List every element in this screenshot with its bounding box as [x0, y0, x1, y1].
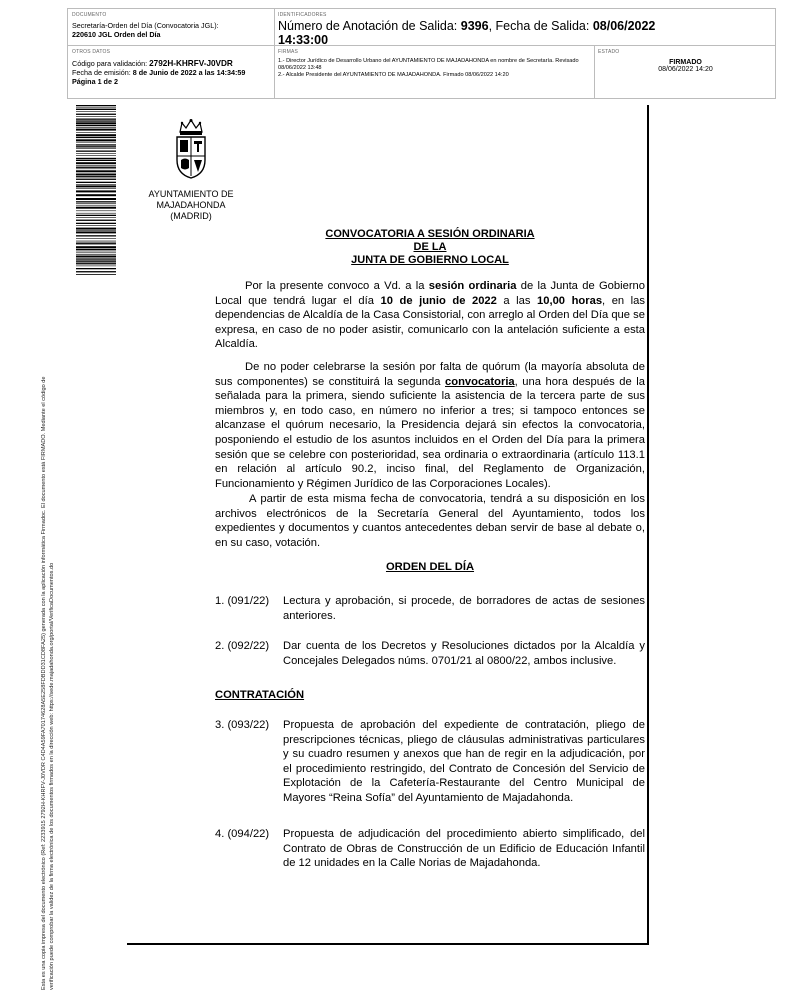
- agenda-item-number: 2. (092/22): [215, 640, 270, 652]
- state-label: ESTADO: [598, 49, 620, 55]
- title-line-3: JUNTA DE GOBIERNO LOCAL: [351, 254, 509, 266]
- agenda-item-text: Dar cuenta de los Decretos y Resoluciones dictados por la Alcaldía y Concejales Delegados núms. 0701/21 al 0800/22, ambos inclusive.: [283, 640, 645, 667]
- other-data-label: OTROS DATOS: [72, 49, 111, 55]
- identifiers-label: IDENTIFICADORES: [278, 12, 327, 18]
- validation-code: Código para validación: 2792H-KHRFV-J0VDR: [72, 59, 233, 68]
- agenda-item-text: Propuesta de adjudicación del procedimiento abierto simplificado, del Contrato de Obras de Construcción de un Edificio de Educación Infantil de 12 unidades en la Calle Norias de Majadahonda.: [283, 828, 645, 870]
- output-time: 14:33:00: [278, 33, 329, 45]
- agenda-item-text: Propuesta de aprobación del expediente de contratación, pliego de prescripciones técnicas, pliego de cláusulas administrativas particulares y su cuadro resumen y anexos que han de regir en la adjudicación, por el procedimiento restringido, del Contrato de Concesión del Servicio de Explotación de la Cafetería-Restaurante del Centro Municipal de Mayores “Reina Sofía” del Ayuntamiento de Majadahonda.: [283, 719, 645, 804]
- identifiers-cell: [278, 12, 773, 45]
- agenda-heading: ORDEN DEL DÍA: [385, 561, 475, 573]
- document-title: [215, 228, 645, 267]
- signatures-cell: [278, 49, 590, 97]
- output-registry: Número de Anotación de Salida: 9396, Fecha de Salida: 08/06/2022: [278, 19, 656, 33]
- paragraph-convocation: Por la presente convoco a Vd. a la sesión ordinaria de la Junta de Gobierno Local que tendrá lugar el día 10 de junio de 2022 a las 10,00 horas, en las dependencias de Alcaldía de la Casa Consistorial, con arreglo al Orden del Día que se expresa, en caso de no poder asistir, comunicarlo con la antelación suficiente a esta Alcaldía.: [215, 280, 646, 351]
- header-divider: [274, 9, 275, 98]
- agenda-item-number: 4. (094/22): [215, 828, 270, 840]
- state-cell: [598, 49, 773, 97]
- document-cell: [72, 12, 272, 44]
- state-date: 08/06/2022 14:20: [658, 66, 713, 73]
- document-header: [67, 8, 776, 99]
- document-name: 220610 JGL Orden del Día: [72, 30, 161, 39]
- paragraph-availability: A partir de esta misma fecha de convocatoria, tendrá a su disposición en los archivos electrónicos de la Secretaría General del Ayuntamiento, todos los expedientes y documentos y cuantos antecedentes deban servir de base al debate o, en su caso, votación.: [215, 493, 645, 549]
- agenda-item-number: 1. (091/22): [215, 595, 270, 607]
- agenda-item: [215, 718, 645, 818]
- header-divider: [68, 45, 775, 46]
- agenda-item-number: 3. (093/22): [215, 719, 270, 731]
- other-data-cell: [72, 49, 272, 97]
- city-council-name: AYUNTAMIENTO DE MAJADAHONDA (MADRID): [148, 189, 234, 221]
- agenda-item: [215, 594, 645, 624]
- agenda-item: [215, 827, 645, 873]
- document-label: DOCUMENTO: [72, 12, 107, 18]
- header-divider: [594, 45, 595, 98]
- emission-date: Fecha de emisión: 8 de Junio de 2022 a las 14:34:59: [72, 68, 246, 77]
- agenda-item: [215, 639, 645, 669]
- document-type: Secretaría-Orden del Día (Convocatoria JGL):: [72, 21, 219, 30]
- verification-side-text: [40, 300, 56, 990]
- coat-of-arms-icon: [172, 118, 210, 180]
- state-value: FIRMADO: [669, 59, 702, 66]
- signer-1: 1.- Director Jurídico de Desarrollo Urbano del AYUNTAMIENTO DE MAJADAHONDA en nombre de Secretaría. Revisado 08/06/2022 13:48: [278, 58, 579, 71]
- signatures-label: FIRMAS: [278, 49, 299, 55]
- barcode-icon: [76, 105, 116, 275]
- contracting-heading: CONTRATACIÓN: [215, 689, 305, 701]
- page-number: Página 1 de 2: [72, 77, 118, 86]
- signer-2: 2.- Alcalde Presidente del AYUNTAMIENTO DE MAJADAHONDA. Firmado 08/06/2022 14:20: [278, 72, 509, 78]
- paragraph-quorum: De no poder celebrarse la sesión por falta de quórum (la mayoría absoluta de sus componentes) se constituirá la segunda convocatoria, una hora después de la señalada para la primera, siendo suficiente la asistencia de la tercera parte de sus miembros y, en todo caso, en número no inferior a tres; si tampoco entonces se alcanzase el quórum necesario, la Presidencia dejará sin efectos la convocatoria, posponiendo el estudio de los asuntos incluidos en el Orden del Día para la primera sesión que se celebre con posterioridad, sea ordinaria o extraordinaria (artículo 113.1 en relación al artículo 90.2, inciso final, del Reglamento de Organización, Funcionamiento y Régimen Jurídico de las Corporaciones Locales).: [215, 361, 645, 490]
- title-line-2: DE LA: [413, 241, 447, 253]
- title-line-1: CONVOCATORIA A SESIÓN ORDINARIA: [325, 228, 535, 240]
- verification-line-1: Esta es una copia impresa del documento electrónico (Ref: 2233915 2792H-KHRFV-J0VDR C4D4A59FA70174628A5E258FDBDD31CD8FA25) generada con la aplicación informática Firmadoc. El documento está FIRMADO. Mediante el código de: [41, 376, 47, 990]
- verification-line-2: verificación puede comprobar la validez de la firma electrónica de los documentos firmados en la dirección web: https://sede.majadahonda.org/portal/VerificaDocumentos.do: [49, 562, 55, 990]
- agenda-item-text: Lectura y aprobación, si procede, de borradores de actas de sesiones anteriores.: [283, 595, 645, 622]
